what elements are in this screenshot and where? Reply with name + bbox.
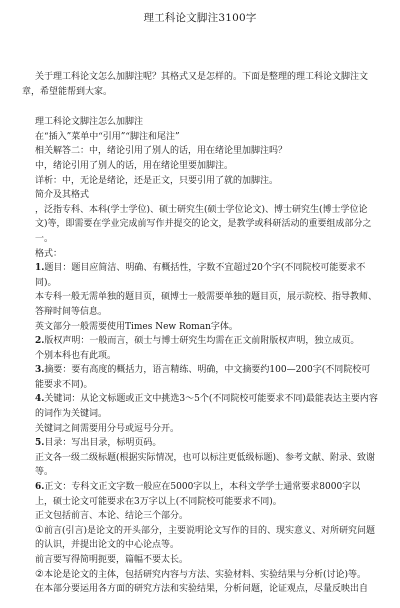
section-title: 理工科论文脚注怎么加脚注 bbox=[35, 117, 144, 128]
format-item bbox=[22, 524, 378, 553]
intro-paragraph: 关于理工科论文怎么加脚注呢？其格式又是怎样的。下面是整理的理工科论文脚注文章，希望能帮到大家。 bbox=[22, 72, 369, 97]
item-text: 版权声明：一般而言，硕士与博士研究生均需在正文前附版权声明，独立成页。 bbox=[44, 336, 360, 347]
format-item bbox=[22, 392, 378, 421]
item-text: 关键词：从论文标题或正文中挑选3～5个(不同院校可能要求不同)最能表达主要内容的词作为关键词。 bbox=[35, 394, 378, 420]
format-item bbox=[22, 480, 378, 509]
format-items bbox=[22, 261, 378, 597]
item-text: 题目：题目应简洁、明确、有概括性，字数不宜超过20个字(不同院校可能要求不同)。 bbox=[35, 263, 366, 288]
format-item bbox=[22, 363, 378, 392]
item-text: 在本部分要运用各方面的研究方法和实验结果，分析问题，论证观点，尽量反映出自 bbox=[35, 584, 369, 595]
format-item bbox=[22, 422, 378, 437]
format-item bbox=[22, 320, 378, 335]
item-number: ② bbox=[35, 568, 44, 580]
item-text: 摘要：要有高度的概括力，语言精练、明确，中文摘要约100—200字(不同院校可能要求不同)。 bbox=[35, 365, 371, 390]
format-item bbox=[22, 451, 378, 480]
item-text: 正文各一级二级标题(根据实际情况，也可以标注更低级标题)、参考文献、附录、致谢等。 bbox=[35, 452, 376, 478]
item-number: 6. bbox=[35, 482, 45, 493]
format-item bbox=[22, 436, 378, 451]
item-text: 英文部分一般需要使用Times New Roman字体。 bbox=[35, 321, 238, 332]
format-item bbox=[22, 509, 378, 524]
format-item bbox=[22, 553, 378, 568]
format-item bbox=[22, 582, 378, 597]
item-text: 前言(引言)是论文的开头部分，主要说明论文写作的目的、现实意义、对所研究问题的认识，并提出论文的中心论点等。 bbox=[35, 525, 375, 551]
item-text: 正文：专科文正文字数一般应在5000字以上，本科文学学士通常要求8000字以上，硕士论文可能要求在3万字以上(不同院校可能要求不同)。 bbox=[35, 482, 361, 507]
item-text: 个别本科也有此项。 bbox=[35, 350, 117, 361]
item-number: 3. bbox=[35, 365, 45, 376]
format-item bbox=[22, 290, 378, 319]
item-text: 本论是论文的主体，包括研究内容与方法、实验材料、实验结果与分析(讨论)等。 bbox=[43, 569, 366, 580]
item-number: ① bbox=[35, 524, 44, 536]
format-item bbox=[22, 261, 378, 290]
text-line: 在“插入”菜单中“引用”“脚注和尾注” bbox=[35, 131, 180, 142]
item-number: 1. bbox=[35, 263, 45, 274]
item-text: 目录：写出目录，标明页码。 bbox=[44, 438, 162, 449]
item-text: 正文包括前言、本论、结论三个部分。 bbox=[35, 511, 189, 522]
format-item bbox=[22, 334, 378, 349]
text-line: 中，绪论引用了别人的话，用在绪论里要加脚注。 bbox=[35, 160, 234, 171]
text-line: 简介及其格式 bbox=[35, 190, 90, 201]
item-number: 4. bbox=[35, 394, 45, 405]
text-line: 详析：中，无论是绪论，还是正文，只要引用了就的加脚注。 bbox=[35, 175, 279, 186]
format-item bbox=[22, 349, 378, 364]
format-label: 格式： bbox=[35, 248, 63, 259]
item-text: 关键词之间需要用分号或逗号分开。 bbox=[35, 423, 180, 434]
item-number: 5. bbox=[35, 438, 45, 449]
format-item bbox=[22, 568, 378, 583]
overview-paragraph: ，泛指专科、本科(学士学位)、硕士研究生(硕士学位论文)、博士研究生(博士学位论文)等，即需要在学业完成前写作并提交的论文，是教学或科研活动的重要组成部分之一。 bbox=[35, 204, 372, 244]
item-text: 本专科一般无需单独的题目页，硕博士一般需要单独的题目页，展示院校、指导教师、答辩时间等信息。 bbox=[35, 292, 378, 317]
item-number: 2. bbox=[35, 336, 45, 347]
text-line: 相关解答二：中，绪论引用了别人的话，用在绪论里加脚注吗？ bbox=[35, 146, 288, 157]
item-text: 前言要写得简明扼要，篇幅不要太长。 bbox=[35, 555, 189, 565]
document-title: 理工科论文脚注3100字 bbox=[143, 12, 257, 24]
